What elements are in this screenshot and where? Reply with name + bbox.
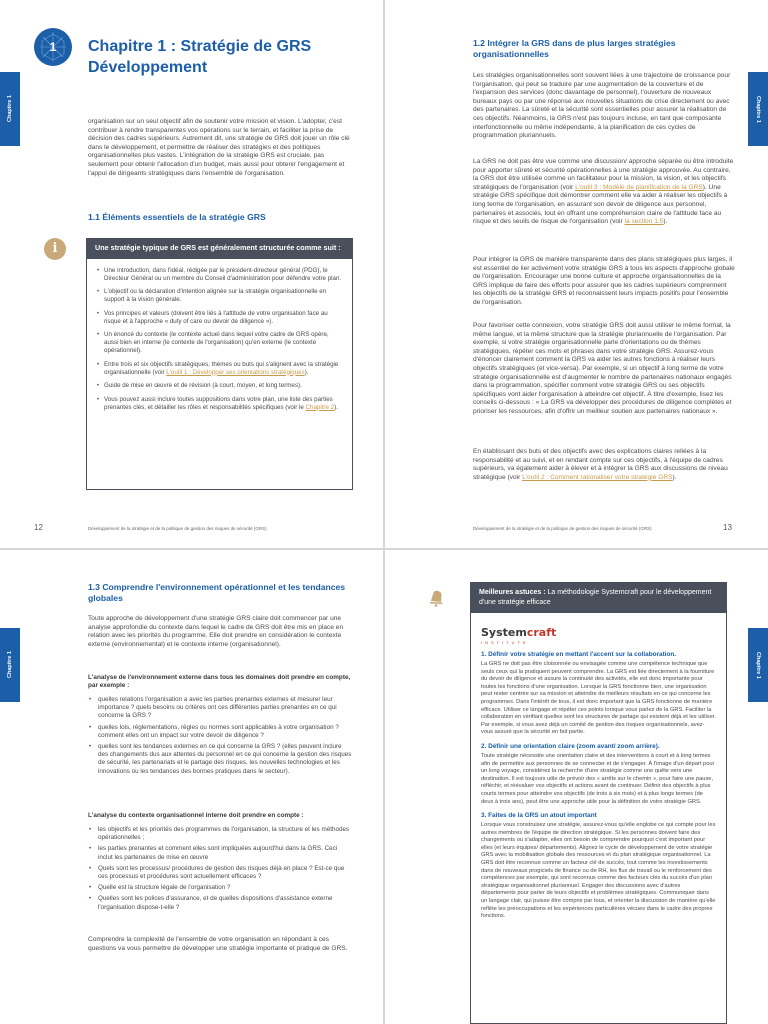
best-tips-label: Meilleures astuces :	[479, 589, 546, 596]
structure-box	[86, 238, 353, 490]
paragraph: Pour favoriser cette connexion, votre stratégie GRS doit aussi utiliser le même format, la même langue, et la même structure que la stratégie pluriannuelle de l'organisation. Par exemple, si votre stratégie organisationnelle parle d'orientations ou de thèmes stratégiques, répéter ces mots et phrases dans votre stratégie GRS. Assurez-vous d'énoncer clairement comment la GRS va aider les autres fonctions à réaliser leurs objectifs stratégiques (et vice-versa). Par exemple, si un objectif à long terme de votre stratégie organisationnelle est d'augmenter le nombre de partenaires nationaux engagés dans la programmation, spécifier comment votre stratégie GRS ou ses objectifs spécifiques vont aider l'organisation à atteindre cet objectif. À titre d'exemple, lisez les conseils ci-dessous : « La GRS va développer des procédures de diligence complètes et prioriser les ressources, afin d'offrir un meilleur soutien aux partenaires nationaux ».	[473, 322, 732, 415]
list-item: • quelles sont les tendances externes en ce qui concerne la GRS ? (elles peuvent inclure des changements dus aux attentes du personnel en ce qui concerne la gestion des risques de sécurité, les partenariats et le partage des risques, les nouvelles technologies et les innovations ou les tendances des bonnes pratiques dans le secteur).	[88, 743, 352, 776]
list-item: • Vos principes et valeurs (doivent être liés à l'attitude de votre organisation face au risque et à l'approche « duty of care ou devoir de diligence »).	[97, 310, 342, 326]
list-item: • L'objectif ou la déclaration d'intention alignée sur la stratégie organisationnelle en support à la vision générale.	[97, 288, 342, 304]
tip-1-text: La GRS ne doit pas être cloisonnée ou envisagée comme une compétence technique que seuls ceux qui la pratiquent peuvent comprendre. La GRS est liée directement à la fourniture du devoir de diligence et assure la continuité des activités, elle est donc importante pour toutes les fonctions d'une organisation. Lorsque la GRS fonctionne bien, une organisation peut rester centrée sur sa mission et atteindre de meilleurs résultats en ce qui concerne les programmes. Dans l'intérêt de tous, il est donc important que la GRS fonctionne de manière efficace. Utiliser ce langage et répéter ces points lorsque vous parlez de la GRS. Faciliter la collaboration en vérifiant quelles sont les structures de partage qui existent déjà et les utiliser. Par exemple, si vous avez déjà un comité de gestion des risques organisationnels, avez-vous assuré que la sécurité en fait partie.	[481, 661, 716, 736]
page-number: 13	[723, 523, 732, 532]
tip-3-text: Lorsque vous construisez une stratégie, assurez-vous qu'elle englobe ce qui compte pour les autres membres de l'équipe de direction stratégique. Si les personnes doivent faire des changements ou s'adapter, elles ont besoin de comprendre pourquoi c'est important pour elles (et leurs équipes/ départements). Alignez le cycle de développement de votre stratégie GRS avec la mobilisation globale des ressources et du plan stratégique organisationnel. La GRS doit être reconnue comme un facteur clé de succès, tout comme les investissements dans de nouveaux progiciels de finance ou de RH, les flux de travail ou le renforcement des compétences par exemple, qui sont reconnus comme des facteurs clés du succès d'un plan stratégique organisationnel pluriannuel. Engager des discussions avec d'autres départements pour parler de leurs objectifs et problèmes stratégiques. Communiquer dans un langage clair, qui puisse être compris par tous, et orienter la discussion de manière qu'elle reflète les préoccupations et les expériences particulières vécues dans le cadre des propres fonctions.	[481, 822, 716, 920]
chapter-tab[interactable]: Chapitre 1	[0, 628, 20, 702]
page-12	[0, 0, 383, 548]
tip-3-heading: 3. Faites de la GRS un atout important	[481, 812, 597, 820]
chapter-tab[interactable]: Chapitre 1	[748, 72, 768, 146]
list-item: • les parties prenantes et comment elles sont impliquées aujourd'hui dans la GRS. Ceci inclut les partenaires de mise en œuvre	[88, 845, 352, 861]
chapter-title: Chapitre 1 : Stratégie de GRS Développement	[88, 38, 312, 76]
paragraph: La GRS ne doit pas être vue comme une discussion/ approche séparée ou être introduite pour apporter sûreté et sécurité opérationnelles à une stratégie approuvée. Au contraire, la GRS doit être utilisée comme un facilitateur pour la mission, la vision, et les objectifs stratégiques de l'organisation (voir L'outil 3 : Modèle de planification de la GRS). Une stratégie GRS spécifique doit démontrer comment elle va aider à réaliser les objectifs à long terme de l'organisation, en assurant son devoir de diligence aux personnel, partenaires et associés, tout en offrant une compréhension claire de l'attitude face au risque et des seuils de risque de l'organisation (voir la section 1.5).	[473, 158, 734, 226]
chapter-tab[interactable]: Chapitre 1	[748, 628, 768, 702]
tool-3-link[interactable]: L'outil 3 : Modèle de planification de la GRS	[575, 183, 703, 191]
chapter-badge	[34, 28, 72, 66]
structure-list	[87, 259, 352, 412]
internal-analysis-title: L'analyse du contexte organisationnel interne doit prendre en compte :	[88, 812, 304, 819]
section-1-1-title: 1.1 Éléments essentiels de la stratégie GRS	[88, 212, 266, 222]
section-1-2-title: 1.2 Intégrer la GRS dans de plus larges stratégies organisationnelles	[473, 38, 676, 59]
paragraph: Les stratégies organisationnelles sont souvent liées à une trajectoire de croissance pour l'organisation, qui peut se traduire par une augmentation de la couverture et de l'expansion des services (donc davantage de personnel), l'ouverture de nouveaux bureaux pays ou par une réponse aux nouvelles situations de crise directement ou avec des partenaires. La sûreté et la sécurité sont essentielles pour assurer la réalisation de ces objectifs. Néanmoins, la GRS n'est pas toujours incluse, en tant que composante interfonctionnelle ou même indépendante, à la planification de ces cycles de programmation pluriannuels.	[473, 72, 731, 140]
paragraph: Pour intégrer la GRS de manière transparente dans des plans stratégiques plus larges, il est essentiel de lier activement votre stratégie GRS à tous les aspects d'approche globale de l'organisation. Encourager une bonne culture et approche organisationnelles de la GRS implique de faire des efforts pour assurer que les cadres supérieurs comprennent les objectifs de la stratégie GRS et reconnaissent leurs impacts positifs pour l'ensemble de l'organisation.	[473, 256, 735, 306]
best-tips-header	[471, 583, 726, 613]
tool-2-link[interactable]: L'outil 2 : Comment rationaliser votre stratégie GRS	[522, 473, 673, 481]
list-item: • les objectifs et les priorités des programmes de l'organisation, la structure et les méthodes opérationnelles ;	[88, 826, 352, 842]
list-item: • quelles lois, réglementations, règles ou normes sont applicables à votre organisation ? comment elles ont un impact sur votre devoir de diligence ?	[88, 724, 352, 740]
paragraph: Comprendre la complexité de l'ensemble de votre organisation en répondant à ces questions va vous permettre de développer une stratégie importante et pratique de GRS.	[88, 936, 348, 952]
tip-2-text: Toute stratégie nécessite une orientation claire et des interventions à court et à long termes afin de permettre aux personnes de se connecter et de s'engager. À l'image d'un départ pour un long voyage, considérez la recherche d'une stratégie comme une quête vers une destination. Il est toujours utile de prévoir des « arrêts sur le chemin », pour faire une pause, réfléchir, et réévaluer vos objectifs et actions avant de continuer. Définir des objectifs à plus courts termes pour atteindre vos objectifs (de trois à six mois) et à plus longs termes (de deux à trois ans), peut être une approche utile pour la définition de votre stratégie GRS.	[481, 752, 715, 805]
list-item: • Vous pouvez aussi inclure toutes suppositions dans votre plan, une liste des parties prenantes clés, et détailler les rôles et responsabilités spécifiques (voir le Chapitre 2).	[97, 396, 342, 412]
chapter-tab[interactable]: Chapitre 1	[0, 72, 20, 146]
list-item: • Quelles sont les polices d'assurance, et de quelles dispositions d'assistance externe l'organisation dispose-t-elle ?	[88, 895, 352, 911]
list-item: • Entre trois et six objectifs stratégiques, thèmes ou buts qui s'alignent avec la stratégie organisationnelle (voir L'outil 1 : Développer ses orientations stratégiques).	[97, 361, 342, 377]
intro-paragraph: organisation sur un seul objectif afin de soutenir votre mission et vision. L'adopter, c'est contribuer à rendre transparentes vos opérations sur le terrain, et faciliter la prise de décision des cadres supérieurs. Autrement dit, une stratégie de GRS doit jouer un rôle clé dans le développement, et permettre de réaliser des stratégies et des politiques organisationnelles plus vastes. L'intégration de la stratégie GRS est cruciale, pas seulement pour obtenir l'allocation d'un budget, mais aussi pour obtenir l'engagement et l'appui de dirigeants stratégiques dans l'ensemble de l'organisation.	[88, 118, 350, 177]
section-1-3-title: 1.3 Comprendre l'environnement opérationnel et les tendances globales	[88, 582, 346, 603]
best-tips-box	[470, 582, 727, 1024]
paragraph: En établissant des buts et des objectifs avec des explications claires reliées à la responsabilité et au suivi, et en rendant compte sur ces objectifs, à l'équipe de cadres supérieurs, va également aider à élever et à intégrer la GRS aux discussions de niveau stratégique (voir L'outil 2 : Comment rationaliser votre stratégie GRS).	[473, 448, 728, 481]
page-footer: Développement de la stratégie et de la politique de gestion des risques de sécurité (GRS)	[473, 526, 652, 531]
chapter-number: 1	[49, 40, 57, 54]
page-13	[385, 0, 768, 548]
page-footer: Développement de la stratégie et de la politique de gestion des risques de sécurité (GRS)	[88, 526, 267, 531]
external-analysis-title: L'analyse de l'environnement externe dans tous les domaines doit prendre en compte, par exemple :	[88, 674, 351, 690]
external-list	[88, 696, 352, 779]
structure-box-title: Une stratégie typique de GRS est généralement structurée comme suit :	[87, 239, 352, 259]
page-number: 12	[34, 523, 43, 532]
list-item: • Une introduction, dans l'idéal, rédigée par le président-directeur général (PDG), le Directeur Général ou un membre du Conseil d'administration pour défendre votre plan.	[97, 267, 342, 283]
bell-icon	[428, 587, 446, 607]
tip-1-heading: 1. Définir votre stratégie en mettant l'accent sur la collaboration.	[481, 651, 677, 658]
list-item: • Guide de mise en œuvre et de révision (à court, moyen, et long termes).	[97, 382, 342, 390]
list-item: • quelles relations l'organisation a avec les parties prenantes externes et mesurer leur importance ? quels besoins ou critères ont ces différentes parties prenantes en ce qui concerne la GRS ?	[88, 696, 352, 721]
page-14	[0, 550, 383, 1024]
internal-list	[88, 826, 352, 915]
list-item: • Quelle est la structure légale de l'organisation ?	[88, 884, 352, 892]
tip-2-heading: 2. Définir une orientation claire (zoom avant/ zoom arrière).	[481, 742, 660, 750]
info-icon: i	[44, 238, 66, 260]
systemcraft-logo: Systemcraft INSTITUTE	[481, 626, 557, 645]
list-item: • Quels sont les processus/ procédures de gestion des risques déjà en place ? Est-ce que ces processus et procédures sont actuellement efficaces ?	[88, 865, 352, 881]
section-1-5-link[interactable]: la section 1.5	[624, 218, 664, 226]
best-tips-title: La méthodologie Systemcraft pour le développement d'une stratégie efficace	[479, 589, 712, 606]
tool-1-link[interactable]: L'outil 1 : Développer ses orientations stratégiques	[166, 368, 305, 376]
paragraph: Toute approche de développement d'une stratégie GRS claire doit commencer par une analyse approfondie du contexte dans lequel le cadre de GRS doit être mis en place en relation avec les priorités du programme. Elle doit prendre en considération le contexte externe (environnemental) et le contexte interne (organisationnel).	[88, 615, 344, 648]
list-item: • Un énoncé du contexte (le contexte actuel dans lequel votre cadre de GRS opère, aussi bien en interne (le contexte de l'organisation) qu'en externe (le contexte opérationnel).	[97, 331, 342, 355]
chapter-2-link[interactable]: Chapitre 2	[305, 403, 335, 411]
